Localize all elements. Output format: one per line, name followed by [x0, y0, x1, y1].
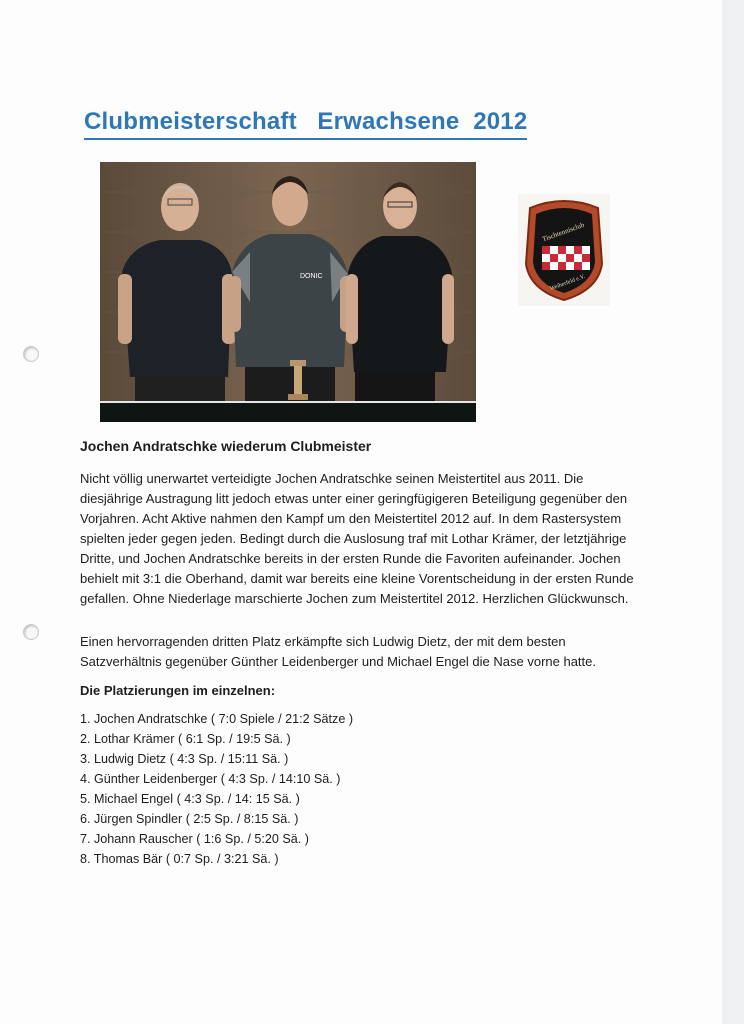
shirt-brand-label: DONIC: [300, 273, 323, 280]
ranking-item: 2. Lothar Krämer ( 6:1 Sp. / 19:5 Sä. ): [80, 732, 291, 746]
logo-text-top: Tischtennisclub: [541, 220, 586, 244]
ranking-item: 6. Jürgen Spindler ( 2:5 Sp. / 8:15 Sä. ): [80, 812, 299, 826]
club-logo: [518, 194, 610, 306]
paragraph-text: Nicht völlig unerwartet verteidigte Jochen Andratschke seinen Meistertitel aus 2011. Die diesjährige Austragung litt jedoch etwas unter einer geringfügigeren Beteiligung gegenüber den Vorjahren. Acht Aktive nahmen den Kampf um den Meistertitel 2012 auf. In dem Rastersystem spielten jeder gegen jeden. Bedingt durch die Auslosung traf mit Lothar Krämer, der letztjährige Dritte, und Jochen Andratschke bereits in der ersten Runde die Favoriten aufeinander. Jochen behielt mit 3:1 die Oberhand, damit war bereits eine kleine Vorentscheidung in der ersten Runde gefallen. Ohne Niederlage marschierte Jochen zum Meistertitel 2012. Herzlichen Glückwunsch.: [80, 471, 634, 606]
article-paragraph-1: [80, 469, 640, 609]
ranking-item: 8. Thomas Bär ( 0:7 Sp. / 3:21 Sä. ): [80, 852, 279, 866]
rankings-list: [80, 709, 640, 869]
logo-text-bottom: Weiherfeld e.V.: [549, 273, 587, 293]
team-photo: [100, 162, 476, 422]
rankings-heading: Die Platzierungen im einzelnen:: [80, 683, 276, 698]
page-edge: [722, 0, 744, 1024]
ranking-item: 1. Jochen Andratschke ( 7:0 Spiele / 21:2 Sätze ): [80, 712, 354, 726]
ranking-item: 7. Johann Rauscher ( 1:6 Sp. / 5:20 Sä. ): [80, 832, 309, 846]
article-paragraph-2: [80, 632, 640, 672]
paragraph-text: Einen hervorragenden dritten Platz erkämpfte sich Ludwig Dietz, der mit dem besten Satzverhältnis gegenüber Günther Leidenberger und Michael Engel die Nase vorne hatte.: [80, 634, 597, 669]
ranking-item: 5. Michael Engel ( 4:3 Sp. / 14: 15 Sä. ): [80, 792, 300, 806]
ranking-item: 4. Günther Leidenberger ( 4:3 Sp. / 14:10 Sä. ): [80, 772, 341, 786]
page-title: Clubmeisterschaft Erwachsene 2012: [84, 108, 527, 140]
punch-hole: [23, 624, 39, 640]
ranking-item: 3. Ludwig Dietz ( 4:3 Sp. / 15:11 Sä. ): [80, 752, 289, 766]
article-heading: Jochen Andratschke wiederum Clubmeister: [80, 438, 372, 454]
punch-hole: [23, 346, 39, 362]
